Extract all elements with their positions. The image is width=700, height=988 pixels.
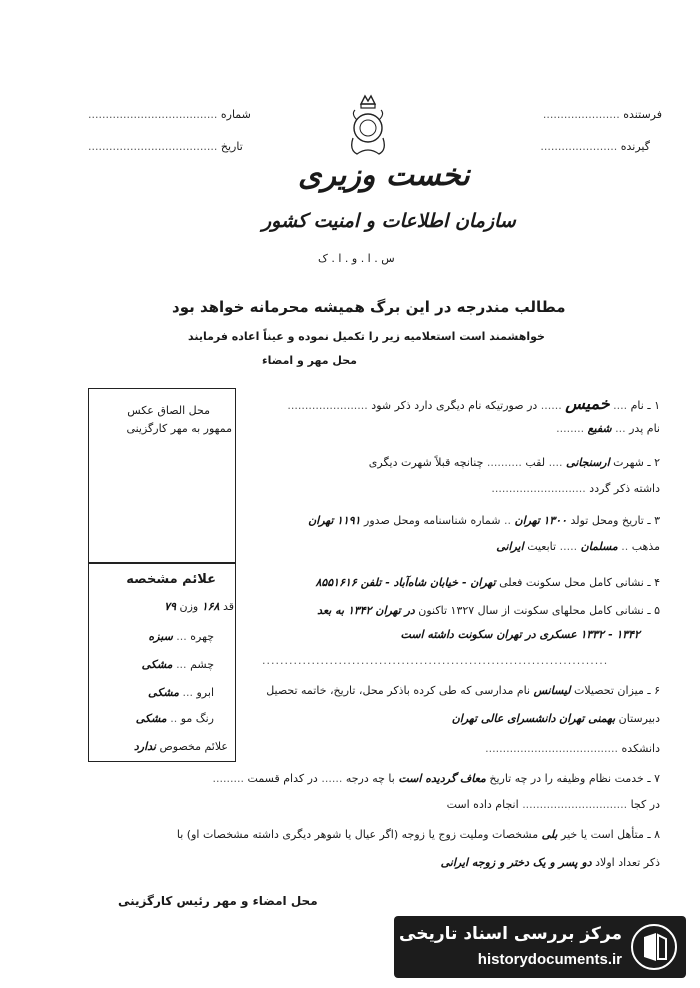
signature-label: محل امضاء و مهر رئیس کارگزینی [118,894,318,908]
item-7-military: ۷ ـ خدمت نظام وظیفه را در چه تاریخ معاف گردیده است با چه درجه ...... در کدام قسمت ......... [212,772,660,785]
marks-brow: ابرو ... مشکی [148,686,214,699]
military-value: معاف گردیده است [398,772,486,785]
marital-value: بلی [541,828,558,841]
watermark-banner [394,916,686,978]
hair-value: مشکی [135,712,167,725]
residence-value-1: در تهران ۱۳۴۲ به بعد [317,604,415,617]
height-label: قد [222,600,234,613]
date-label: تاریخ [220,140,243,153]
org-code: س . ا . و . ا . ک [318,252,395,265]
father-name-value: شفیع [587,422,612,435]
weight-label: وزن [179,600,199,613]
face-label: چهره [190,630,214,643]
height-value: ۱۶۸ [201,600,220,613]
item-3-birth: ۳ ـ تاریخ ومحل تولد ۱۳۰۰ تهران .. شماره شناسنامه ومحل صدور ۱۱۹۱ تهران [308,514,660,527]
brow-label: ابرو [196,686,214,699]
marks-face: چهره ... سبزه [148,630,214,643]
residence-value-2: ۱۳۴۲ - ۱۳۳۲ عسکری در تهران سکونت داشته است [400,628,640,641]
number-field: شماره ..................................... [88,108,251,121]
number-label: شماره [220,108,251,121]
marks-special [134,740,228,753]
education-value: لیسانس [533,684,571,697]
birth-year-value: ۱۳۰۰ [543,514,567,527]
surname-value: ارسنجانی [566,456,610,469]
marks-title: علائم مشخصه [126,572,216,587]
item-4-address: ۴ ـ نشانی کامل محل سکونت فعلی تهران - خیابان شاه‌آباد - تلفن ۸۵۵۱۶۱۶ [315,576,660,589]
spouse-nationality-value: و زوجه ایرانی [440,856,505,869]
hair-label: رنگ مو [180,712,214,725]
item-7-where: در کجا .............................. انجام داده است [446,798,660,811]
item-2-surname: ۲ ـ شهرت ارسنجانی .... لقب .......... چنانچه قبلاً شهرت دیگری [368,456,660,469]
eye-value: مشکی [141,658,173,671]
sender-field: فرستنده ...................... [542,108,662,121]
address-value: تهران - خیابان شاه‌آباد - تلفن ۸۵۵۱۶۱۶ [315,576,496,589]
birth-place-value: تهران [514,514,540,527]
archive-logo-icon [630,923,678,971]
id-place-value: تهران [308,514,334,527]
item-6-highschool: دبیرستان بهمنی تهران دانشسرای عالی تهران [451,712,660,725]
children-value: دو پسر و یک دختر [507,856,592,869]
religion-value: مسلمان [580,540,618,553]
marks-height-weight [164,600,234,613]
id-number-value: ۱۱۹۱ [336,514,361,527]
university-value: دانشسرای عالی تهران [451,712,556,725]
photo-label: محل الصاق عکس [127,404,210,417]
confidential-notice: مطالب مندرجه در این برگ همیشه محرمانه خواهد بود [172,298,566,316]
nationality-value: ایرانی [496,540,524,553]
special-value: ندارد [133,740,156,753]
brow-value: مشکی [148,686,179,699]
item-8-marital: ۸ ـ متأهل است یا خیر بلی مشخصات وملیت زوج یا زوجه (اگر عیال یا شوهر دیگری داشته مشخصات او) با [176,828,660,841]
stamp-area-label: محل مهر و امضاء [262,354,357,367]
photo-divider [88,562,236,564]
sender-label: فرستنده [623,108,662,121]
name-value: خمیس [565,394,610,413]
item-3-religion: مذهب .. مسلمان ..... تابعیت ایرانی [496,540,660,553]
photo-stamp-label: ممهور به مهر کارگزینی [126,422,232,435]
item-1-father: نام پدر ... شفیع ........ [556,422,660,435]
item-8-children: ذکر تعداد اولاد دو پسر و یک دختر و زوجه ایرانی [440,856,660,869]
item-5-blank-line: ............................................................................. [262,654,609,667]
marks-eye: چشم ... مشکی [141,658,214,671]
face-value: سبزه [148,630,173,643]
eye-label: چشم [190,658,214,671]
weight-value: ۷۹ [164,600,177,613]
item-1-name: ۱ ـ نام .... خمیس ...... در صورتیکه نام دیگری دارد ذکر شود ....................... [287,394,660,413]
recipient-label: گیرنده [620,140,650,153]
item-6-education: ۶ ـ میزان تحصیلات لیسانس نام مدارسی که طی کرده باذکر محل، تاریخ، خاتمه تحصیل [266,684,660,697]
item-2-prev: داشته ذکر گردد ........................... [491,482,660,495]
watermark-title: مرکز بررسی اسناد تاریخی [399,924,622,944]
item-5-history: ۵ ـ نشانی کامل محلهای سکونت از سال ۱۳۲۷ تاکنون در تهران ۱۳۴۲ به بعد [317,604,660,617]
lion-sun-emblem-icon [343,92,393,160]
org-subtitle: سازمان اطلاعات و امنیت کشور [262,210,516,232]
item-5-history-2 [401,628,640,641]
item-6-college: دانشکده ...................................... [485,742,660,755]
request-notice: خواهشمند است استعلامیه زیر را تکمیل نموده و عیناً اعاده فرمایند [188,330,545,343]
special-label: علائم مخصوص [159,740,228,753]
org-title: نخست وزیری [298,158,470,193]
marks-hair: رنگ مو .. مشکی [135,712,214,725]
date-field: تاریخ ..................................... [88,140,243,153]
highschool-value: بهمنی تهران [559,712,616,725]
watermark-url: historydocuments.ir [477,951,622,968]
recipient-field: گیرنده ...................... [540,140,650,153]
